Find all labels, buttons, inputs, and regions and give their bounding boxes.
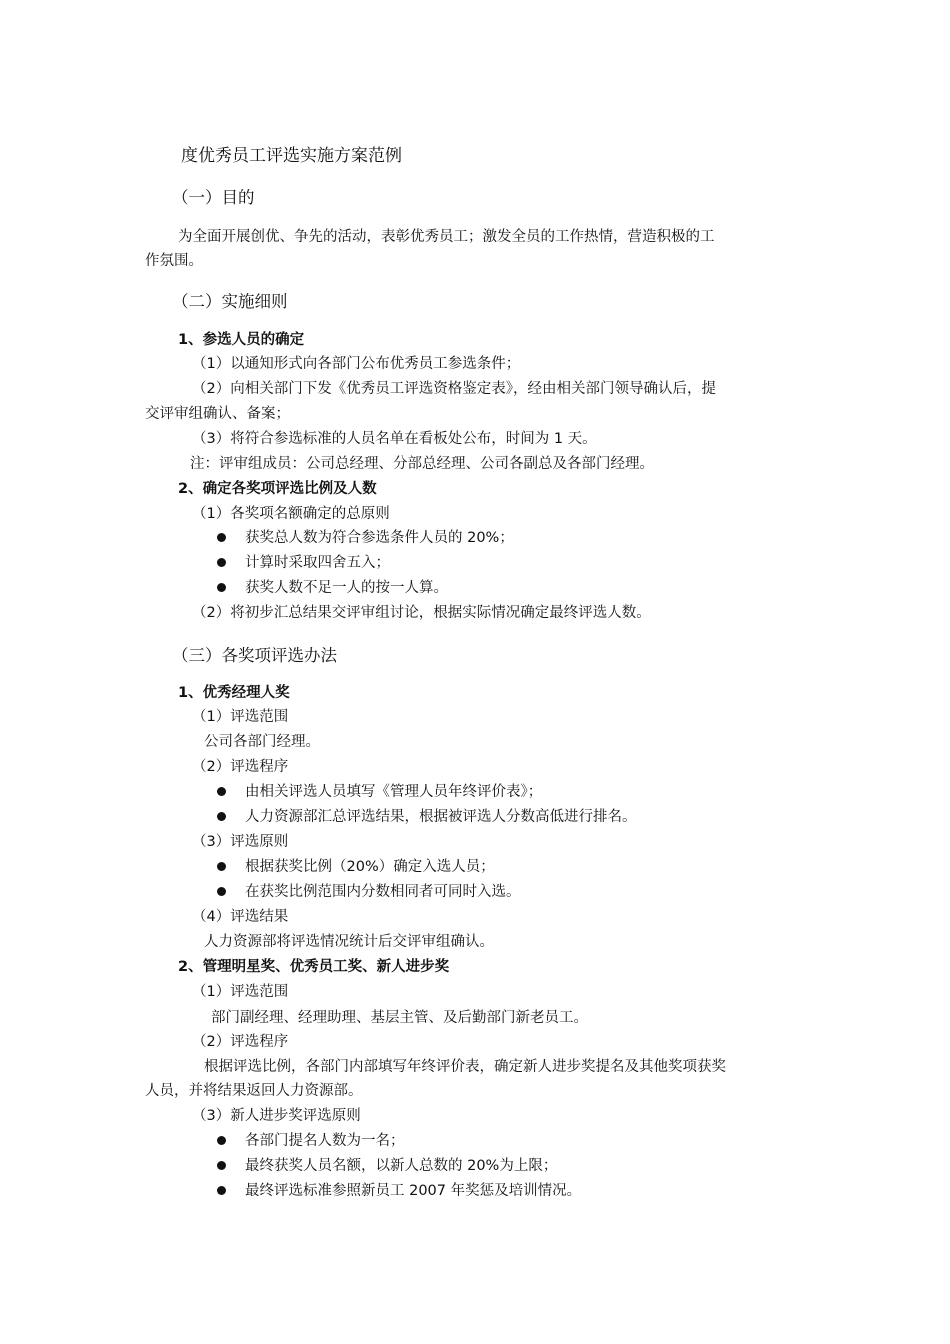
staff-item-2-line-1: 根据评选比例，各部门内部填写年终评价表，确定新人进步奖提名及其他奖项获奖 (204, 1059, 726, 1075)
bullet-dot-icon (217, 812, 226, 821)
bullet-dot-icon (217, 1136, 226, 1145)
note-line: 注：评审组成员：公司总经理、分部总经理、公司各副总及各部门经理。 (190, 456, 654, 472)
subheading-participants: 1、参选人员的确定 (178, 332, 305, 348)
details-item-3: （3）将符合参选标准的人员名单在看板处公布，时间为 1 天。 (192, 431, 597, 447)
ratio-bullet-3: 获奖人数不足一人的按一人算。 (245, 580, 448, 596)
details-item-1: （1）以通知形式向各部门公布优秀员工参选条件； (192, 356, 521, 372)
manager-item-1: （1）评选范围 (192, 709, 289, 725)
ratio-item-1: （1）各奖项名额确定的总原则 (192, 506, 390, 522)
bullet-dot-icon (217, 1186, 226, 1195)
manager-item-4-text: 人力资源部将评选情况统计后交评审组确认。 (204, 934, 494, 950)
staff-item-3: （3）新人进步奖评选原则 (192, 1108, 361, 1124)
staff-principle-bullet-3: 最终评选标准参照新员工 2007 年奖惩及培训情况。 (245, 1183, 582, 1199)
ratio-item-2: （2）将初步汇总结果交评审组讨论，根据实际情况确定最终评选人数。 (192, 605, 651, 621)
section-heading-details: （二）实施细则 (172, 292, 288, 311)
details-item-2-line-2: 交评审组确认、备案； (145, 406, 290, 422)
subheading-manager-award: 1、优秀经理人奖 (178, 685, 290, 701)
purpose-paragraph-line-2: 作氛围。 (145, 253, 203, 269)
manager-item-1-text: 公司各部门经理。 (204, 734, 320, 750)
bullet-dot-icon (217, 558, 226, 567)
subheading-staff-awards: 2、管理明星奖、优秀员工奖、新人进步奖 (178, 959, 450, 975)
staff-principle-bullet-2: 最终获奖人员名额，以新人总数的 20%为上限； (245, 1158, 558, 1174)
document-title: 度优秀员工评选实施方案范例 (181, 146, 402, 166)
subheading-ratio: 2、确定各奖项评选比例及人数 (178, 481, 377, 497)
manager-procedure-bullet-1: 由相关评选人员填写《管理人员年终评价表》； (245, 784, 543, 800)
purpose-paragraph-line-1: 为全面开展创优、争先的活动，表彰优秀员工；激发全员的工作热情，营造积极的工 (178, 229, 715, 245)
bullet-dot-icon (217, 583, 226, 592)
manager-item-2: （2）评选程序 (192, 759, 289, 775)
bullet-dot-icon (217, 1161, 226, 1170)
manager-principle-bullet-2: 在获奖比例范围内分数相同者可同时入选。 (245, 884, 521, 900)
manager-procedure-bullet-2: 人力资源部汇总评选结果，根据被评选人分数高低进行排名。 (245, 809, 637, 825)
section-heading-purpose: （一）目的 (172, 188, 255, 207)
bullet-dot-icon (217, 787, 226, 796)
section-heading-methods: （三）各奖项评选办法 (172, 646, 337, 665)
staff-item-1: （1）评选范围 (192, 984, 289, 1000)
manager-item-4: （4）评选结果 (192, 909, 289, 925)
staff-item-1-text: 部门副经理、经理助理、基层主管、及后勤部门新老员工。 (211, 1010, 588, 1026)
bullet-dot-icon (217, 887, 226, 896)
bullet-dot-icon (217, 533, 226, 542)
staff-principle-bullet-1: 各部门提名人数为一名； (245, 1133, 405, 1149)
ratio-bullet-2: 计算时采取四舍五入； (245, 555, 390, 571)
details-item-2-line-1: （2）向相关部门下发《优秀员工评选资格鉴定表》，经由相关部门领导确认后，提 (192, 381, 716, 397)
manager-item-3: （3）评选原则 (192, 834, 289, 850)
staff-item-2: （2）评选程序 (192, 1034, 289, 1050)
staff-item-2-line-2: 人员，并将结果返回人力资源部。 (145, 1083, 363, 1099)
bullet-dot-icon (217, 862, 226, 871)
ratio-bullet-1: 获奖总人数为符合参选条件人员的 20%； (245, 530, 514, 546)
manager-principle-bullet-1: 根据获奖比例（20%）确定入选人员； (245, 859, 495, 875)
